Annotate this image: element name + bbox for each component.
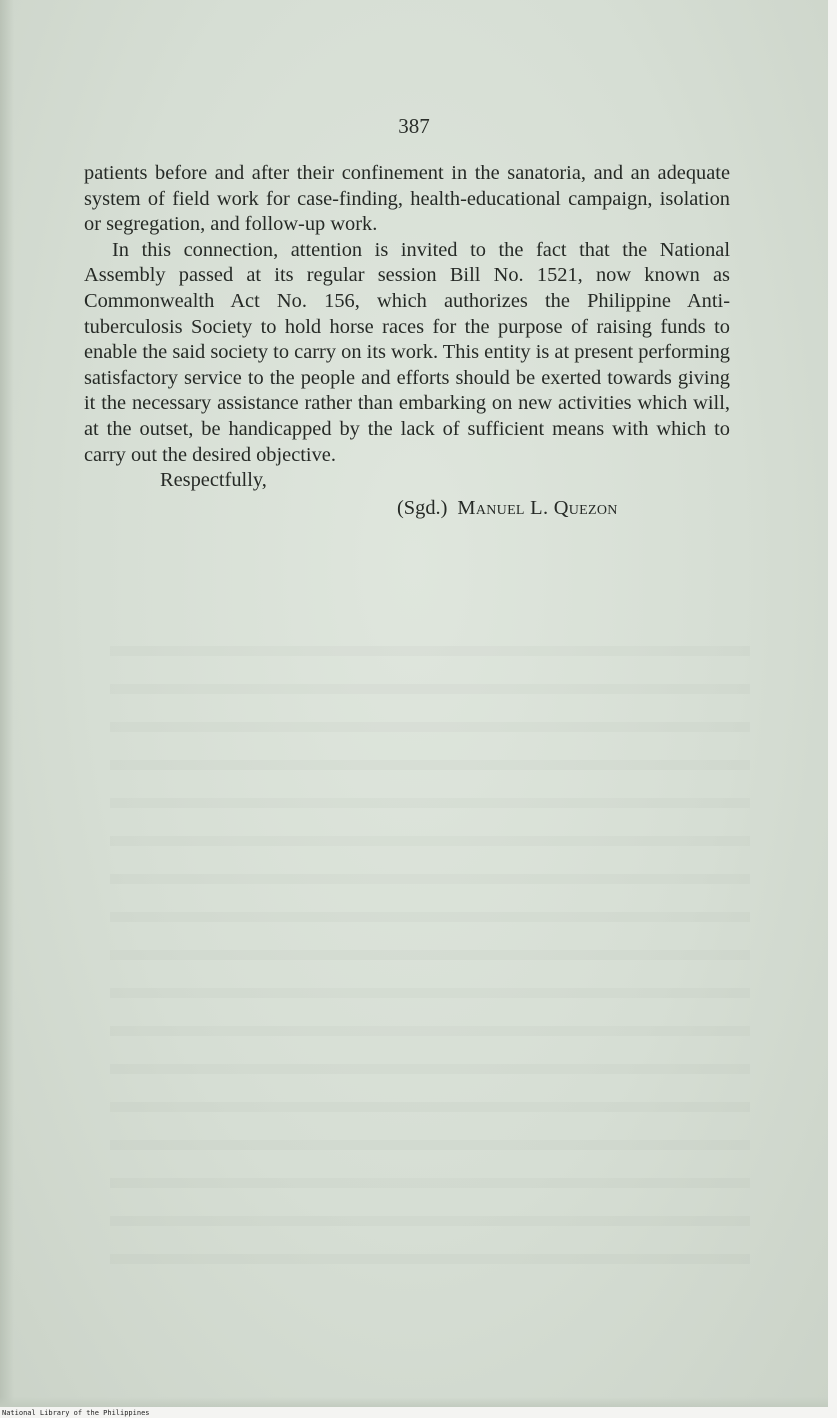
signatory-name: Manuel L. Quezon — [457, 496, 618, 519]
bleed-through-texture — [110, 620, 750, 1266]
signature-prefix: (Sgd.) — [397, 496, 448, 519]
footer-credit: National Library of the Philippines — [2, 1409, 150, 1417]
signature-line — [84, 496, 730, 522]
page-number: 387 — [398, 114, 430, 138]
page-left-shadow — [0, 0, 14, 1407]
body-text — [84, 161, 730, 521]
paragraph-2: In this connection, attention is invited to the fact that the National Assembly passed at its regular session Bill No. 1521, now known as Commonwealth Act No. 156, which authorizes the Philippine Anti-tuberculosis Society to hold horse races for the purpose of raising funds to enable the said society to carry on its work. This entity is at present performing satisfactory service to the people and efforts should be exerted towards giving it the necessary assistance rather than embarking on new activities which will, at the outset, be handicapped by the lack of sufficient means with which to carry out the desired objective. — [84, 238, 730, 466]
page-bottom-shadow — [0, 1397, 828, 1407]
paragraph-1: patients before and after their confinement in the sanatoria, and an adequate system of field work for case-finding, health-educational campaign, isolation or segregation, and follow-up work. — [84, 162, 730, 236]
closing-salutation: Respectfully, — [160, 469, 267, 492]
